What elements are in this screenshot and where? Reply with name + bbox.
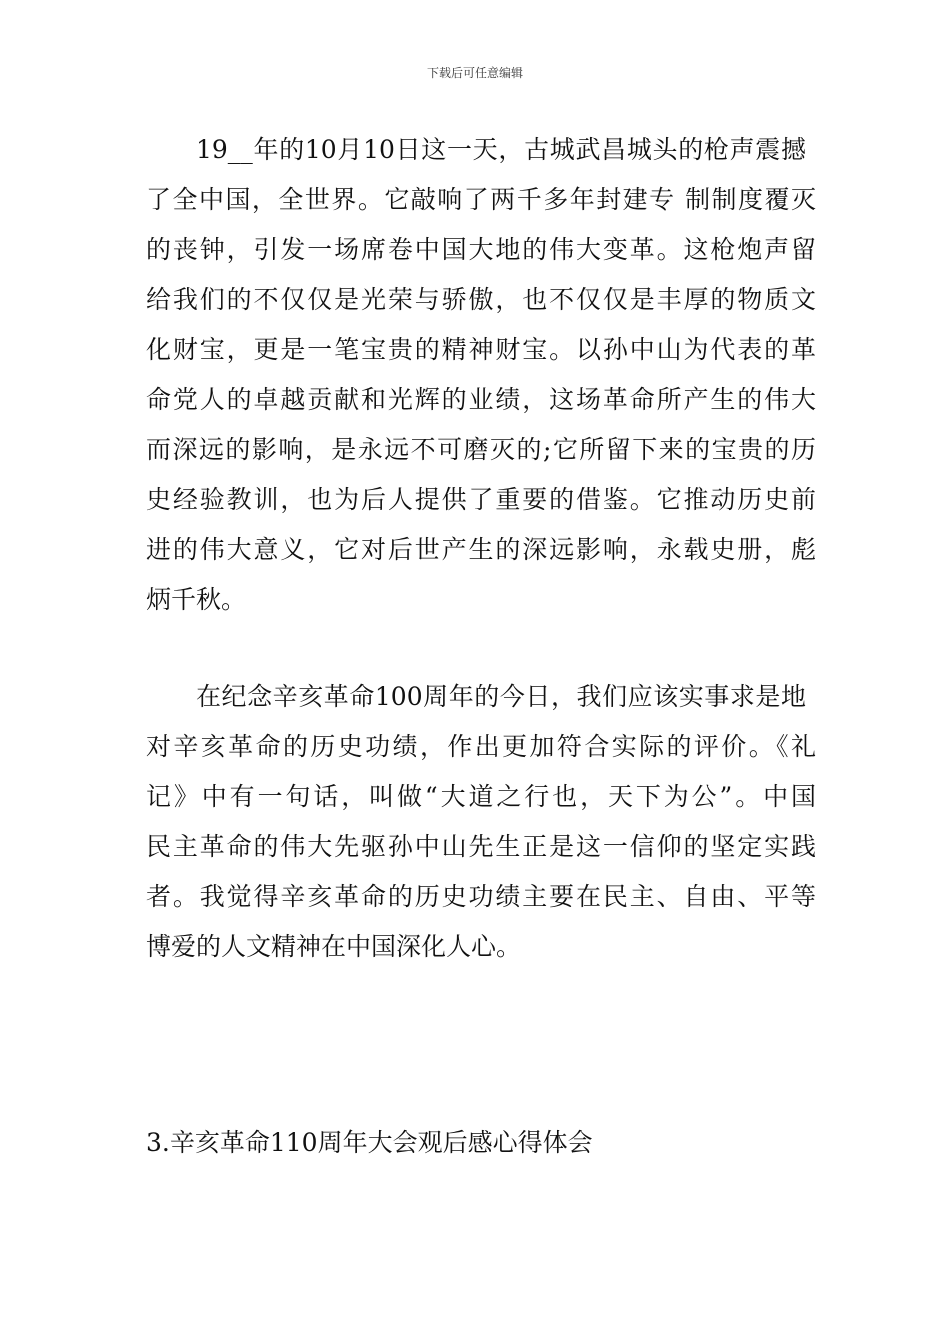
paragraph-2-line: 民主革命的伟大先驱孙中山先生正是这一信仰的坚定实践 [146,832,816,861]
paragraph-1-line: 的丧钟，引发一场席卷中国大地的伟大变革。这枪炮声留 [146,235,816,264]
paragraph-1-line: 史经验教训，也为后人提供了重要的借鉴。它推动历史前 [146,485,816,514]
paragraph-2-line: 博爱的人文精神在中国深化人心。 [146,932,522,961]
paragraph-1-line: 而深远的影响，是永远不可磨灭的;它所留下来的宝贵的历 [146,435,816,464]
paragraph-2-line: 者。我觉得辛亥革命的历史功绩主要在民主、自由、平等 [146,882,816,911]
header-note: 下载后可任意编辑 [426,66,523,80]
paragraph-1-line: 19__年的10月10日这一天，古城武昌城头的枪声震撼 [196,135,806,164]
paragraph-2-line: 记》中有一句话，叫做“大道之行也，天下为公”。中国 [146,782,816,811]
paragraph-1-line: 炳千秋。 [146,585,247,614]
paragraph-1-line: 命党人的卓越贡献和光辉的业绩，这场革命所产生的伟大 [146,385,816,414]
paragraph-1-line: 进的伟大意义，它对后世产生的深远影响，永载史册，彪 [146,535,816,564]
paragraph-1-line: 化财宝，更是一笔宝贵的精神财宝。以孙中山为代表的革 [146,335,816,364]
paragraph-1-line: 了全中国，全世界。它敲响了两千多年封建专 制制度覆灭 [146,185,816,214]
paragraph-2-line: 在纪念辛亥革命100周年的今日，我们应该实事求是地 [196,682,806,711]
paragraph-2-line: 对辛亥革命的历史功绩，作出更加符合实际的评价。《礼 [146,732,816,761]
section-heading: 3.辛亥革命110周年大会观后感心得体会 [146,1128,593,1157]
paragraph-1-line: 给我们的不仅仅是光荣与骄傲，也不仅仅是丰厚的物质文 [146,285,816,314]
